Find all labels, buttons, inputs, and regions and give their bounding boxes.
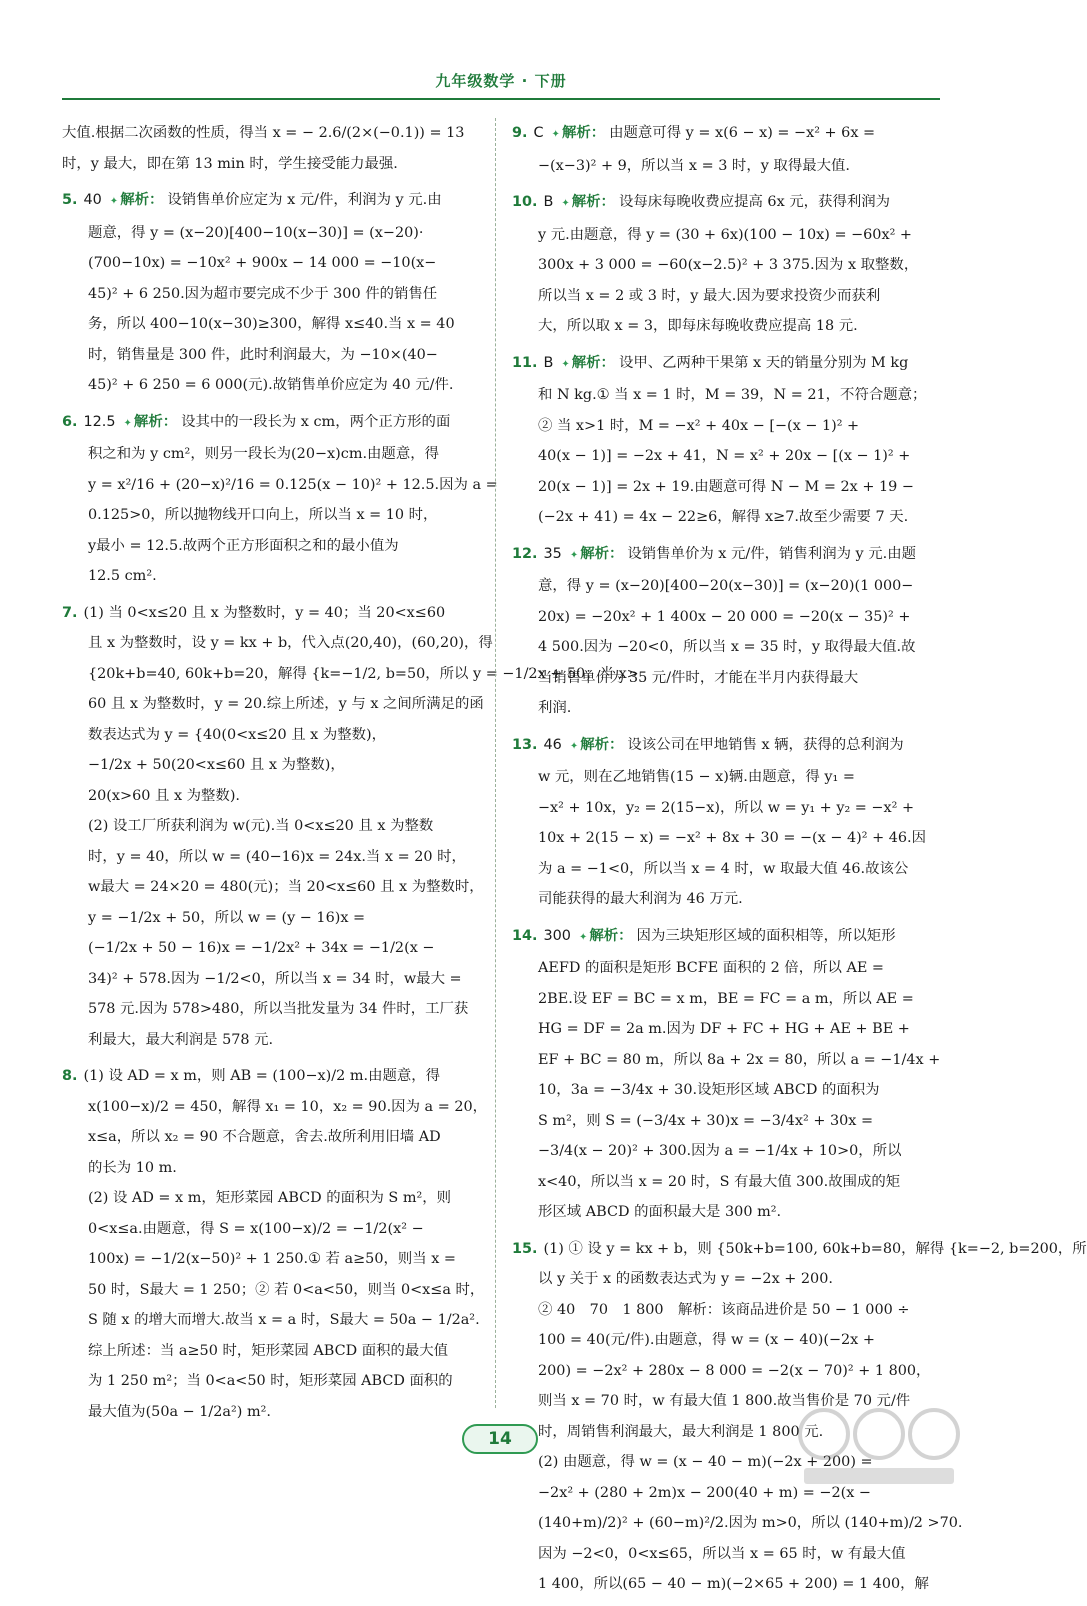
text-line (512, 1295, 932, 1326)
analysis-tag: ✦ 解析： (552, 125, 606, 141)
line-text: 形区域 ABCD 的面积最大是 300 m². (538, 1204, 782, 1220)
text-line (512, 118, 932, 151)
text-line (62, 964, 482, 995)
line-text: 12.5 cm². (88, 568, 157, 584)
text-line (512, 348, 932, 381)
answer-item (62, 118, 482, 179)
line-text: (140+m)/2)² + (60−m)²/2.因为 m>0，所以 (140+m)/2 >70. (538, 1515, 963, 1531)
text-line (512, 1569, 932, 1600)
text-line (512, 1197, 932, 1228)
line-text: (2) 由题意，得 w = (x − 40 − m)(−2x + 200) = (538, 1454, 873, 1470)
answer-value: 35 (543, 545, 562, 562)
line-text: ② 40 70 1 800 解析：该商品进价是 50 − 1 000 ÷ (538, 1301, 910, 1318)
text-line (512, 921, 932, 954)
line-text: 大值.根据二次函数的性质，得当 x = − 2.6/(2×(−0.1)) = 13 (62, 125, 465, 141)
line-text: S m²，则 S = (−3/4x + 30)x = −3/4x² + 30x = (538, 1112, 874, 1129)
line-text: 0<x≤a.由题意，得 S = x(100−x)/2 = −1/2(x² − (88, 1220, 424, 1237)
line-text: 所以当 x = 2 或 3 时，y 最大.因为要求投资少而获利 (538, 287, 881, 304)
header-title: 九年级数学 · 下册 (435, 72, 567, 90)
text-line (62, 994, 482, 1025)
text-line (62, 561, 482, 592)
text-line (62, 248, 482, 279)
text-line (512, 502, 932, 533)
text-line (512, 854, 932, 885)
text-line (62, 781, 482, 812)
text-line (512, 472, 932, 503)
text-line (512, 1356, 932, 1387)
line-text: 300x + 3 000 = −60(x−2.5)² + 3 375.因为 x 取整数， (538, 257, 919, 273)
answer-value: C (533, 125, 544, 141)
text-line (512, 1264, 932, 1295)
right-column (512, 118, 1087, 1606)
text-line (62, 1275, 485, 1306)
question-number: 8. (62, 1068, 78, 1084)
text-line (512, 884, 932, 915)
text-line (62, 407, 482, 440)
answer-item (512, 921, 941, 1228)
answer-item (62, 185, 482, 401)
question-number: 11. (512, 354, 538, 371)
question-number: 9. (512, 125, 528, 141)
line-text: 578 元.因为 578>480，所以当批发量为 34 件时，工厂获 (88, 1001, 469, 1017)
text-line (62, 659, 639, 690)
question-number: 6. (62, 413, 78, 430)
line-text: y = −1/2x + 50，所以 w = (y − 16)x = (88, 909, 366, 926)
answer-item (512, 730, 932, 915)
line-text: ② 当 x>1 时，M = −x² + 40x − [−(x − 1)² + (538, 417, 860, 434)
line-text: 45)² + 6 250 = 6 000(元).故销售单价应定为 40 元/件. (88, 377, 454, 393)
line-text: 60 且 x 为整数时，y = 20.综上所述，y 与 x 之间所满足的函 (88, 696, 484, 712)
line-text: 2BE.设 EF = BC = x m，BE = FC = a m，所以 AE = (538, 990, 914, 1007)
text-line (512, 250, 932, 281)
line-text: y 元.由题意，得 y = (30 + 6x)(100 − 10x) = −60x² + (538, 226, 912, 243)
line-text: 积之和为 y cm²，则另一段长为(20−x)cm.由题意，得 (88, 446, 439, 462)
line-text: (1) ① 设 y = kx + b，则 {50k+b=100, 60k+b=80，解得 {k=−2, b=200，所 (543, 1240, 1087, 1257)
question-number: 15. (512, 1240, 538, 1257)
line-text: 1 400，所以(65 − 40 − m)(−2×65 + 200) = 1 400，解 (538, 1576, 929, 1592)
line-text: 100 = 40(元/件).由题意，得 w = (x − 40)(−2x + (538, 1332, 875, 1348)
text-line (512, 632, 932, 663)
line-text: (2) 设 AD = x m，矩形菜园 ABCD 的面积为 S m²，则 (88, 1190, 452, 1206)
line-text: 综上所述：当 a≥50 时，矩形菜园 ABCD 面积的最大值 (88, 1342, 449, 1359)
text-line (512, 1136, 932, 1167)
text-line (512, 187, 932, 220)
answer-item (62, 1061, 488, 1427)
text-line (62, 1092, 488, 1123)
text-line (512, 793, 932, 824)
line-text: 因为三块矩形区域的面积相等，所以矩形 (636, 927, 896, 944)
question-number: 14. (512, 927, 538, 944)
line-text: 利最大，最大利润是 578 元. (88, 1031, 274, 1048)
line-text: 且 x 为整数时，设 y = kx + b，代入点(20,40)，(60,20)，得 (88, 635, 493, 651)
text-line (512, 151, 932, 182)
line-text: (2) 设工厂所获利润为 w(元).当 0<x≤20 且 x 为整数 (88, 818, 434, 834)
line-text: 10，3a = −3/4x + 30.设矩形区域 ABCD 的面积为 (538, 1082, 880, 1098)
text-line (512, 1508, 963, 1539)
text-line (62, 1153, 482, 1184)
analysis-tag: ✦ 解析： (561, 355, 615, 371)
line-text: (1) 当 0<x≤20 且 x 为整数时，y = 40；当 20<x≤60 (83, 604, 446, 621)
answer-item (512, 539, 932, 724)
text-line (512, 693, 932, 724)
text-line (512, 1014, 932, 1045)
answer-value: 300 (543, 927, 571, 944)
text-line (62, 470, 498, 501)
page-number: 14 (462, 1424, 538, 1454)
line-text: 题意，得 y = (x−20)[400−10(x−30)] = (x−20)· (88, 224, 424, 241)
line-text: 设销售单价应定为 x 元/件，利润为 y 元.由 (167, 192, 442, 208)
text-line (62, 598, 482, 629)
text-line (512, 220, 932, 251)
line-text: 最大值为(50a − 1/2a²) m². (88, 1403, 271, 1420)
text-line (62, 439, 482, 470)
line-text: (−1/2x + 50 − 16)x = −1/2x² + 34x = −1/2(x − (88, 940, 435, 956)
answer-value: B (543, 354, 554, 371)
answer-item (512, 348, 932, 533)
analysis-tag: ✦ 解析： (570, 737, 624, 753)
line-text: 为 1 250 m²；当 0<a<50 时，矩形菜园 ABCD 面积的 (88, 1373, 453, 1389)
line-text: 当销售单价为 35 元/件时，才能在半月内获得最大 (538, 669, 859, 686)
column-divider (495, 118, 496, 1408)
line-text: 和 N kg.① 当 x = 1 时，M = 39，N = 21，不符合题意； (538, 387, 927, 403)
line-text: y = x²/16 + (20−x)²/16 = 0.125(x − 10)² + 12.5.因为 a = (88, 476, 498, 493)
line-text: 务，所以 400−10(x−30)≥300，解得 x≤40.当 x = 40 (88, 316, 455, 332)
line-text: 大，所以取 x = 3，即每床每晚收费应提高 18 元. (538, 318, 858, 334)
line-text: 20(x − 1)] = 2x + 19.由题意可得 N − M = 2x + 19 − (538, 478, 914, 495)
text-line (512, 984, 932, 1015)
text-line (512, 602, 932, 633)
line-text: x≤a，所以 x₂ = 90 不合题意，舍去.故所利用旧墙 AD (88, 1129, 441, 1145)
line-text: 40(x − 1)] = −2x + 41，N = x² + 20x − [(x − 1)² + (538, 448, 911, 464)
line-text: 时，y 最大，即在第 13 min 时，学生接受能力最强. (62, 155, 398, 172)
text-line (62, 1305, 482, 1336)
line-text: 时，y = 40，所以 w = (40−16)x = 24x.当 x = 20 时， (88, 848, 466, 865)
line-text: w最大 = 24×20 = 480(元)；当 20<x≤60 且 x 为整数时， (88, 879, 484, 895)
text-line (62, 340, 482, 371)
text-line (512, 1167, 932, 1198)
answer-item (62, 407, 498, 592)
line-text: x<40，所以当 x = 20 时，S 有最大值 300.故围成的矩 (538, 1173, 901, 1190)
answer-item (512, 118, 932, 181)
answer-value: 40 (83, 192, 102, 208)
line-text: −3/4(x − 20)² + 300.因为 a = −1/4x + 10>0，所以 (538, 1143, 902, 1159)
line-text: 则当 x = 70 时，w 有最大值 1 800.故当售价是 70 元/件 (538, 1393, 911, 1409)
answer-item (512, 187, 932, 342)
line-text: −2x² + (280 + 2m)x − 200(40 + m) = −2(x − (538, 1484, 871, 1501)
text-line (62, 1244, 482, 1275)
line-text: 设甲、乙两种干果第 x 天的销量分别为 M kg (618, 354, 909, 371)
line-text: 45)² + 6 250.因为超市要完成不少于 300 件的销售任 (88, 285, 438, 302)
line-text: S 随 x 的增大而增大.故当 x = a 时，S最大 = 50a − 1/2a². (88, 1312, 480, 1328)
text-line (62, 1183, 482, 1214)
text-line (62, 1336, 482, 1367)
text-line (512, 762, 932, 793)
line-text: (700−10x) = −10x² + 900x − 14 000 = −10(x− (88, 255, 437, 271)
analysis-tag: ✦ 解析： (561, 194, 615, 210)
line-text: 34)² + 578.因为 −1/2<0，所以当 x = 34 时，w最大 = (88, 970, 462, 987)
line-text: EF + BC = 80 m，所以 8a + 2x = 80，所以 a = −1/4x + (538, 1051, 941, 1068)
text-line (512, 311, 932, 342)
answer-value: 12.5 (83, 413, 116, 430)
text-line (62, 933, 482, 964)
text-line (62, 750, 482, 781)
line-text: y最小 = 12.5.故两个正方形面积之和的最小值为 (88, 537, 399, 554)
line-text: (1) 设 AD = x m，则 AB = (100−x)/2 m.由题意，得 (83, 1068, 441, 1084)
text-line (62, 279, 482, 310)
analysis-tag: ✦ 解析： (570, 546, 624, 562)
text-line (62, 720, 482, 751)
text-line (62, 149, 482, 180)
line-text: {20k+b=40, 60k+b=20，解得 {k=−1/2, b=50，所以 y = −1/2x + 50；当 x> (88, 665, 639, 682)
text-line (512, 539, 932, 572)
text-line (62, 118, 482, 149)
line-text: 100x) = −1/2(x−50)² + 1 250.① 若 a≥50，则当 x = (88, 1251, 456, 1267)
line-text: 时，周销售利润最大，最大利润是 1 800 元. (538, 1423, 824, 1440)
line-text: 设其中的一段长为 x cm，两个正方形的面 (181, 413, 451, 430)
question-number: 7. (62, 604, 78, 621)
question-number: 13. (512, 736, 538, 753)
line-text: 利润. (538, 700, 572, 716)
line-text: 设销售单价为 x 元/件，销售利润为 y 元.由题 (627, 545, 916, 562)
line-text: x(100−x)/2 = 450，解得 x₁ = 10，x₂ = 90.因为 a = 20， (88, 1098, 488, 1115)
line-text: 为 a = −1<0，所以当 x = 4 时，w 取最大值 46.故该公 (538, 860, 909, 877)
answer-value: 46 (543, 736, 562, 753)
line-text: −x² + 10x，y₂ = 2(15−x)，所以 w = y₁ + y₂ = −x² + (538, 799, 914, 816)
text-line (512, 823, 932, 854)
line-text: −1/2x + 50(20<x≤60 且 x 为整数)， (88, 757, 345, 773)
text-line (62, 872, 482, 903)
text-line (62, 185, 482, 218)
line-text: 50 时，S最大 = 1 250；② 若 0<a<50，则当 0<x≤a 时， (88, 1281, 485, 1298)
text-line (512, 441, 932, 472)
text-line (512, 380, 932, 411)
line-text: 的长为 10 m. (88, 1159, 177, 1176)
line-text: 以 y 关于 x 的函数表达式为 y = −2x + 200. (538, 1271, 833, 1287)
line-text: HG = DF = 2a m.因为 DF + FC + HG + AE + BE + (538, 1021, 910, 1037)
text-line (62, 1025, 482, 1056)
answer-value: B (543, 194, 554, 210)
text-line (62, 309, 482, 340)
page-header (62, 70, 940, 91)
line-text: 0.125>0，所以抛物线开口向上，所以当 x = 10 时， (88, 507, 438, 523)
line-text: 意，得 y = (x−20)[400−20(x−30)] = (x−20)(1 000− (538, 578, 914, 594)
text-line (62, 1122, 482, 1153)
question-number: 12. (512, 545, 538, 562)
line-text: 司能获得的最大利润为 46 万元. (538, 891, 743, 907)
line-text: 数表达式为 y = {40(0<x≤20 且 x 为整数)， (88, 726, 387, 743)
text-line (512, 281, 932, 312)
line-text: 4 500.因为 −20<0，所以当 x = 35 时，y 取得最大值.故 (538, 639, 916, 655)
watermark-logo-icon (794, 1396, 964, 1492)
page-footer (462, 1424, 538, 1456)
text-line (62, 1061, 482, 1092)
line-text: w 元，则在乙地销售(15 − x)辆.由题意，得 y₁ = (538, 769, 855, 785)
line-text: −(x−3)² + 9，所以当 x = 3 时，y 取得最大值. (538, 157, 850, 174)
text-line (62, 1397, 482, 1428)
text-line (62, 500, 482, 531)
text-line (512, 730, 932, 763)
text-line (512, 1234, 1087, 1265)
text-line (62, 218, 482, 249)
line-text: 10x + 2(15 − x) = −x² + 8x + 30 = −(x − 4)² + 46.因 (538, 830, 927, 846)
line-text: AEFD 的面积是矩形 BCFE 面积的 2 倍，所以 AE = (538, 960, 884, 976)
line-text: 200) = −2x² + 280x − 8 000 = −2(x − 70)² + 1 800， (538, 1362, 931, 1379)
line-text: 设每床每晚收费应提高 6x 元，获得利润为 (618, 194, 891, 210)
text-line (512, 1106, 932, 1137)
text-line (512, 1325, 932, 1356)
text-line (512, 411, 932, 442)
text-line (62, 628, 493, 659)
text-line (512, 663, 932, 694)
text-line (512, 1539, 932, 1570)
text-line (62, 689, 482, 720)
text-line (62, 531, 482, 562)
line-text: 20(x>60 且 x 为整数). (88, 787, 241, 804)
text-line (62, 370, 482, 401)
text-line (512, 953, 932, 984)
analysis-tag: ✦ 解析： (579, 928, 633, 944)
line-text: 设该公司在甲地销售 x 辆，获得的总利润为 (627, 736, 904, 753)
analysis-tag: ✦ 解析： (124, 414, 178, 430)
text-line (62, 842, 482, 873)
header-rule (62, 98, 940, 100)
line-text: (−2x + 41) = 4x − 22≥6，解得 x≥7.故至少需要 7 天. (538, 509, 909, 525)
text-line (62, 1366, 482, 1397)
text-line (62, 811, 482, 842)
text-line (512, 1045, 941, 1076)
line-text: 时，销售量是 300 件，此时利润最大，为 −10×(40− (88, 346, 438, 363)
text-line (62, 903, 482, 934)
line-text: 由题意可得 y = x(6 − x) = −x² + 6x = (609, 125, 876, 141)
line-text: 20x) = −20x² + 1 400x − 20 000 = −20(x − 35)² + (538, 608, 911, 625)
text-line (512, 1075, 932, 1106)
line-text: 因为 −2<0，0<x≤65，所以当 x = 65 时，w 有最大值 (538, 1545, 906, 1562)
question-number: 5. (62, 192, 78, 208)
analysis-tag: ✦ 解析： (110, 192, 164, 208)
text-line (62, 1214, 482, 1245)
question-number: 10. (512, 194, 538, 210)
text-line (512, 571, 932, 602)
